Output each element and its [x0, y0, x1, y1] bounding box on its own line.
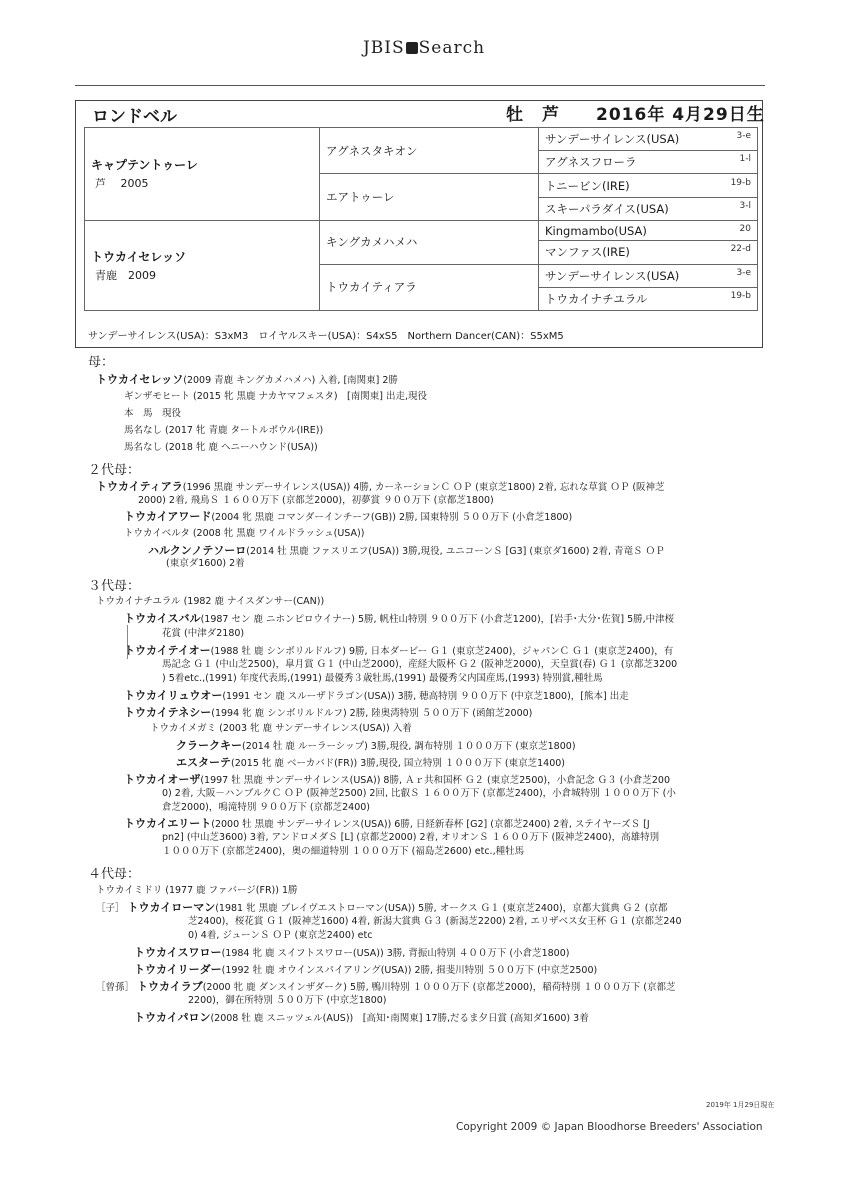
family-code: 20	[739, 223, 751, 234]
entry-line: 2200)，御在所特別 ５００万下 (中京芝1800)	[188, 995, 387, 1006]
dam-detail: 青鹿 2009	[95, 268, 156, 282]
entry-line	[176, 738, 576, 754]
pedigree-table	[84, 127, 758, 311]
g3-name: トニービン(IRE)	[545, 178, 630, 193]
entry-line	[134, 945, 569, 961]
entry-horse-name: トウカイラブ	[137, 980, 203, 993]
entry-horse-name: トウカイテイオー	[124, 644, 211, 657]
entry-line: pn2] (中山芝3600) 3着, アンドロメダＳ [L] (京都芝2000) 2着, オリオンＳ １６００万下 (阪神芝2400)，高雄特別	[162, 832, 660, 843]
entry-detail: (1991 セン 鹿 スルーザドラゴン(USA)) 3勝, 穂高特別 ９００万下 (中京芝1800)，[熊本] 出走	[222, 691, 629, 702]
sire-name: キャプテントゥーレ	[91, 158, 198, 173]
entry-line: 馬名なし (2017 牝 青鹿 タートルボウル(IRE))	[124, 425, 324, 436]
entry-horse-name: トウカイスバル	[124, 612, 201, 625]
entry-horse-name: トウカイティアラ	[96, 480, 183, 493]
g3-name: マンファス(IRE)	[545, 245, 630, 260]
g3-cell	[539, 287, 758, 310]
logo-mark-icon	[406, 42, 418, 54]
family-code: 3-e	[736, 267, 751, 278]
entry-line: 倉芝2000)，鳴滝特別 ９００万下 (京都芝2400)	[162, 802, 371, 813]
entry-line	[124, 688, 629, 704]
section-fourth-dam: ４代母：	[88, 867, 141, 882]
entry-horse-name: トウカイローマン	[127, 901, 216, 914]
g3-name: スキーパラダイス(USA)	[545, 201, 669, 216]
entry-line: トウカイナチユラル (1982 鹿 ナイスダンサー(CAN))	[96, 596, 325, 607]
entry-line: １０００万下 (京都芝2400)，奥の細道特別 １０００万下 (福島芝2600) etc.,種牡馬	[162, 846, 525, 857]
entry-detail: (2015 牝 鹿 ベーカバド(FR)) 3勝,現役, 国立特別 １０００万下 (東京芝1400)	[231, 758, 565, 769]
relation-tag: ［曾孫］	[96, 982, 135, 993]
g3-cell	[539, 241, 758, 264]
g3-cell	[539, 128, 758, 151]
entry-horse-name: クラークキー	[176, 739, 242, 752]
entry-detail: (2004 牝 黒鹿 コマンダーインチーフ(GB)) 2勝, 国東特別 ５００万下 (小倉芝1800)	[211, 512, 573, 523]
dam-name: トウカイセレッソ	[91, 249, 187, 264]
entry-horse-name: ハルクンノテソーロ	[148, 544, 247, 557]
entry-horse-name: トウカイリーダー	[134, 963, 222, 976]
logo-jbis-text: JBIS	[362, 38, 405, 58]
g3-name: Kingmambo(USA)	[545, 223, 647, 238]
dam-cell	[85, 220, 320, 310]
g3-cell	[539, 174, 758, 197]
entry-line	[124, 509, 572, 525]
entry-line	[134, 962, 597, 978]
g3-name: サンデーサイレンス(USA)	[545, 268, 680, 283]
entry-line: 本 馬 現役	[124, 408, 182, 419]
family-code: 19-b	[730, 177, 751, 188]
family-code: 19-b	[730, 290, 751, 301]
copyright: Copyright 2009 © Japan Bloodhorse Breeders' Association	[456, 1121, 763, 1133]
jbis-logo	[0, 38, 848, 58]
entry-horse-name: トウカイアワード	[124, 510, 212, 523]
as-of-date: 2019年 1月29日現在	[706, 1101, 775, 1109]
entry-line	[124, 705, 532, 721]
sire-cell	[85, 128, 320, 221]
family-code: 1-l	[739, 154, 751, 165]
entry-line: ) 5着etc.,(1991) 年度代表馬,(1991) 最優秀３歳牡馬,(1991) 最優秀父内国産馬,(1993) 特別賞,種牡馬	[162, 673, 603, 684]
family-code: 3-l	[739, 200, 751, 211]
section-dam: 母：	[88, 355, 115, 370]
sire-detail: 芦 2005	[95, 177, 149, 191]
entry-line: トウカイミドリ (1977 鹿 ファバージ(FR)) 1勝	[96, 885, 298, 896]
g3-name: トウカイナチユラル	[545, 291, 648, 306]
dam-sire-cell: キングカメハメハ	[320, 220, 539, 264]
entry-line: 2000) 2着, 飛鳥Ｓ １６００万下 (京都芝2000)，初夢賞 ９００万下 (京都芝1800)	[138, 495, 494, 506]
entry-detail: (2000 牝 鹿 ダンスインザダーク) 5勝, 鴨川特別 １０００万下 (京都芝2000)，稲荷特別 １０００万下 (京都芝	[202, 982, 676, 993]
entry-line: 芝2400)，桜花賞 Ｇ１ (阪神芝1600) 4着, 新潟大賞典 Ｇ３ (新潟芝2200) 2着, エリザベス女王杯 Ｇ１ (京都芝240	[188, 916, 682, 927]
entry-detail: (2000 牡 黒鹿 サンデーサイレンス(USA)) 6勝, 日経新春杯 [G2] (京都芝2400) 2着, ステイヤーズＳ [J	[211, 819, 650, 830]
g3-cell	[539, 151, 758, 174]
entry-horse-name: トウカイリュウオー	[124, 689, 223, 702]
entry-line: トウカイメガミ (2003 牝 鹿 サンデーサイレンス(USA)) 入着	[150, 723, 412, 734]
entry-horse-name: エスターテ	[176, 756, 231, 769]
entry-detail: (2009 青鹿 キングカメハメハ) 入着, [南関東] 2勝	[183, 375, 398, 386]
entry-line: 馬名なし (2018 牝 鹿 ヘニーハウンド(USA))	[124, 442, 318, 453]
horse-info: 牡 芦 2016年 4月29日生	[506, 105, 765, 125]
dam-dam-cell: トウカイティアラ	[320, 264, 539, 311]
entry-line: ギンザモヒート (2015 牝 黒鹿 ナカヤマフェスタ) [南関東] 出走,現役	[124, 391, 427, 402]
entry-detail: (2014 牡 黒鹿 ファスリエフ(USA)) 3勝,現役, ユニコーンＳ [G3] (東京ダ1600) 2着, 青竜Ｓ ＯＰ	[246, 546, 665, 557]
entry-line	[134, 1010, 589, 1026]
entry-detail: (1992 牡 鹿 オウインスパイアリング(USA)) 2勝, 揖斐川特別 ５００万下 (中京芝2500)	[221, 965, 598, 976]
entry-line: 花賞 (中津ダ2180)	[162, 628, 245, 639]
section-second-dam: ２代母：	[88, 463, 141, 478]
sire-sire-cell: アグネスタキオン	[320, 128, 539, 174]
relation-tag: ［子］	[96, 903, 125, 914]
g3-cell	[539, 220, 758, 240]
entry-line: 馬記念 Ｇ１ (中山芝2500)，皐月賞 Ｇ１ (中山芝2000)，産経大阪杯 Ｇ２ (阪神芝2000)，天皇賞(春) Ｇ１ (京都芝3200	[162, 659, 678, 670]
entry-horse-name: トウカイテネシー	[124, 706, 212, 719]
entry-line: 0) 2着, 大阪－ハンブルクＣ ＯＰ (阪神芝2500) 2回, 比叡Ｓ １６００万下 (京都芝2400)，小倉城特別 １０００万下 (小	[162, 788, 676, 799]
logo-search-text: Search	[418, 38, 486, 58]
entry-detail: (1984 牝 鹿 スイフトスワロー(USA)) 3勝, 背振山特別 ４００万下 (小倉芝1800)	[221, 948, 570, 959]
g3-cell	[539, 197, 758, 220]
entry-detail: (2014 牡 鹿 ルーラーシップ) 3勝,現役, 調布特別 １０００万下 (東京芝1800)	[242, 741, 576, 752]
entry-horse-name: トウカイエリート	[124, 817, 212, 830]
family-code: 22-d	[730, 244, 751, 255]
entry-line	[176, 755, 565, 771]
entry-detail: (1997 牡 黒鹿 サンデーサイレンス(USA)) 8勝, Ａｒ共和国杯 Ｇ２ (東京芝2500)，小倉記念 Ｇ３ (小倉芝200	[200, 775, 671, 786]
entry-horse-name: トウカイパロン	[134, 1011, 211, 1024]
entry-detail: (1996 黒鹿 サンデーサイレンス(USA)) 4勝, カーネーションＣ ＯＰ (東京芝1800) 2着, 忘れな草賞 ＯＰ (阪神芝	[182, 482, 665, 493]
entry-detail: (1988 牡 鹿 シンボリルドルフ) 9勝, 日本ダービー Ｇ１ (東京芝2400)，ジャパンＣ Ｇ１ (東京芝2400)，有	[210, 646, 674, 657]
entry-line: 0) 4着, ジューンＳ ＯＰ (東京芝2400) etc	[188, 930, 373, 941]
horse-name: ロンドベル	[92, 107, 177, 127]
entry-detail: (1981 牝 黒鹿 ブレイヴエストローマン(USA)) 5勝, オークス Ｇ１ (東京芝2400)，京都大賞典 Ｇ２ (京都	[215, 903, 668, 914]
entry-detail: (2008 牡 鹿 スニッツェル(AUS)) [高知･南関東] 17勝,だるま夕日賞 (高知ダ1600) 3着	[210, 1013, 589, 1024]
g3-cell	[539, 264, 758, 287]
header-divider	[75, 85, 765, 86]
entry-line	[96, 372, 398, 388]
entry-horse-name: トウカイセレッソ	[96, 373, 184, 386]
entry-horse-name: トウカイスワロー	[134, 946, 222, 959]
entry-detail: (1994 牝 鹿 シンボリルドルフ) 2勝, 陸奥湾特別 ５００万下 (函館芝2000)	[211, 708, 533, 719]
entry-line: トウカイベルタ (2008 牝 黒鹿 ワイルドラッシュ(USA))	[124, 528, 365, 539]
family-code: 3-e	[736, 131, 751, 142]
g3-name: サンデーサイレンス(USA)	[545, 132, 680, 147]
g3-name: アグネスフローラ	[545, 155, 637, 170]
entry-line	[124, 611, 674, 627]
sire-dam-cell: エアトゥーレ	[320, 174, 539, 220]
entry-line: (東京ダ1600) 2着	[166, 558, 245, 569]
entry-detail: (1987 セン 鹿 ニホンピロウイナー) 5勝, 帆柱山特別 ９００万下 (小倉芝1200)，[岩手･大分･佐賀] 5勝,中津桜	[200, 614, 675, 625]
inbreeding-line: サンデーサイレンス(USA)：S3xM3 ロイヤルスキー(USA)：S4xS5 Northern Dancer(CAN)：S5xM5	[88, 331, 564, 342]
entry-horse-name: トウカイオーザ	[124, 773, 201, 786]
section-third-dam: ３代母：	[88, 579, 141, 594]
